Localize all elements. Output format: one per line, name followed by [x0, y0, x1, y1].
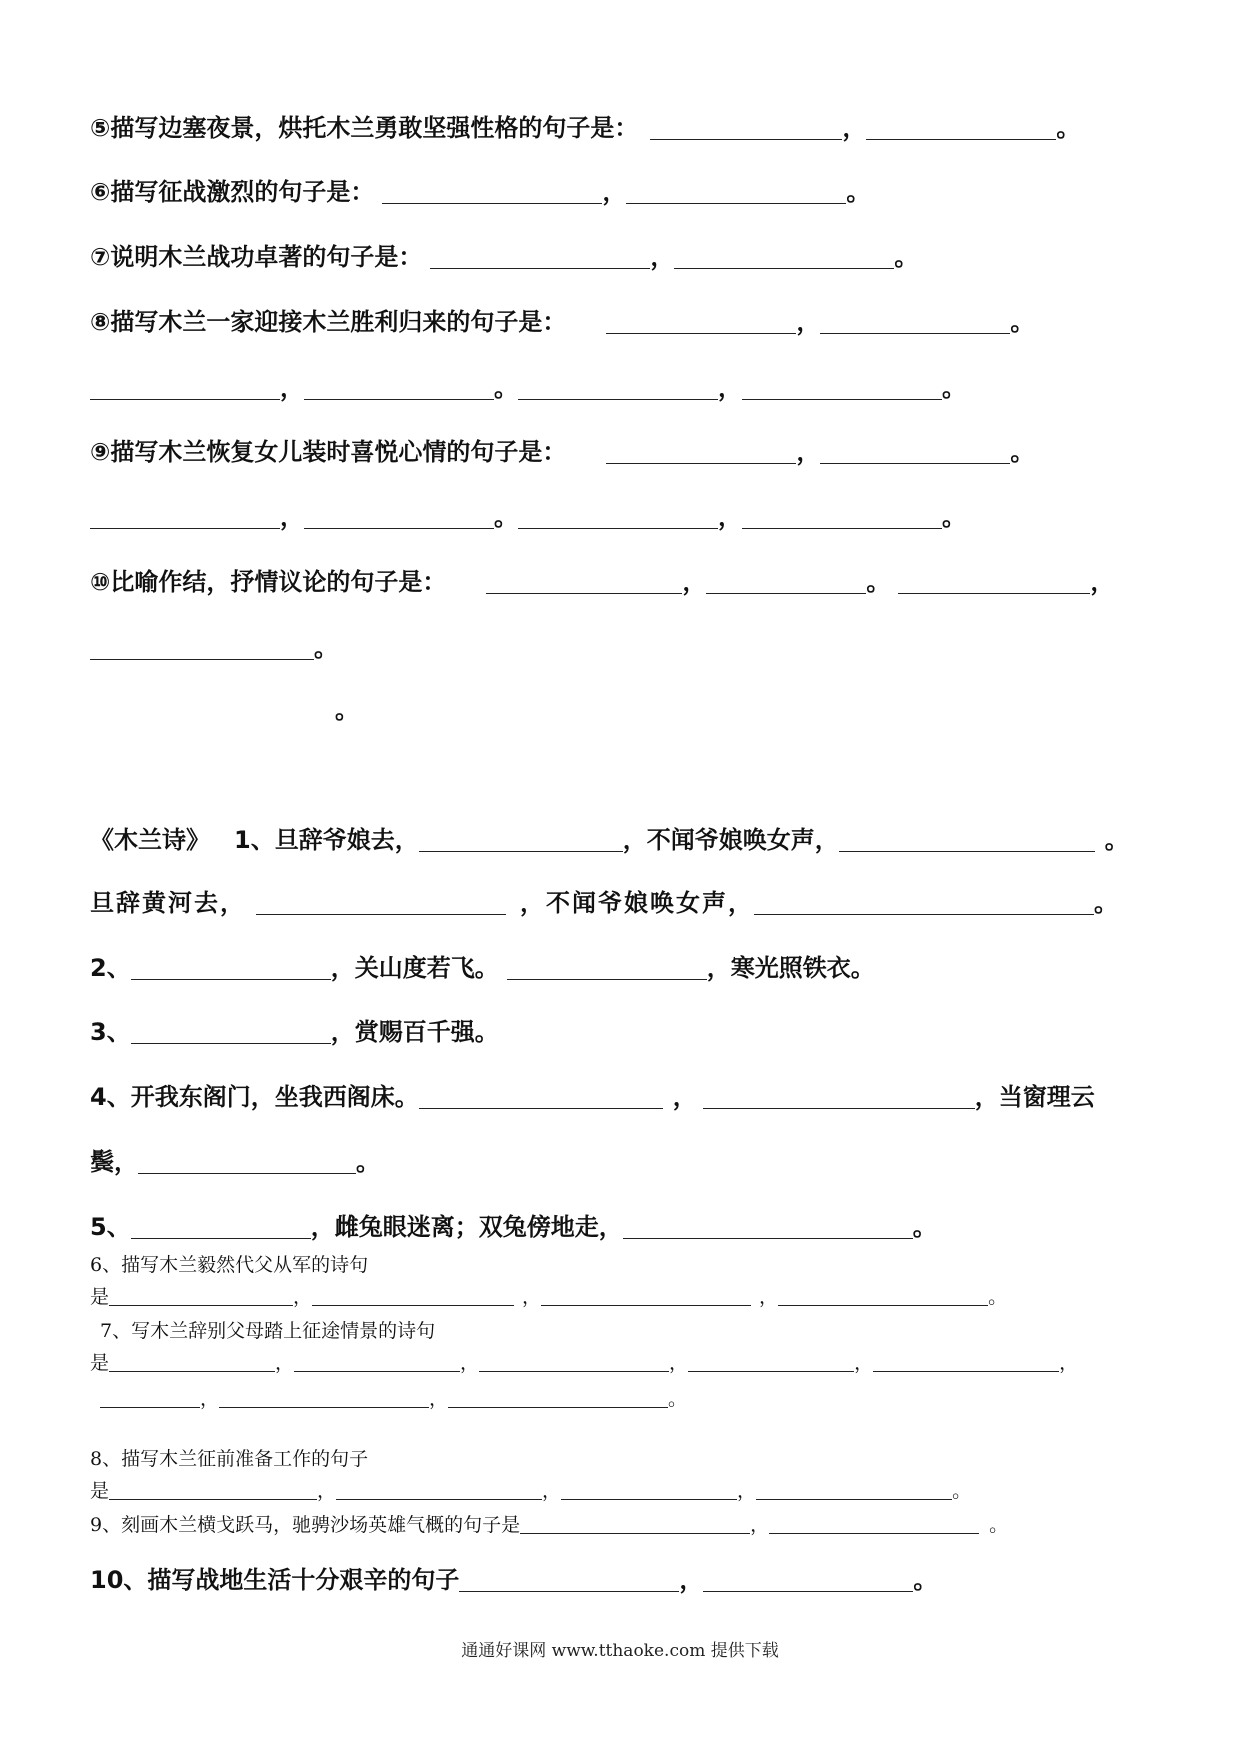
blank[interactable] — [703, 1590, 913, 1592]
p2-q8-label: 8、描写木兰征前准备工作的句子 — [90, 1448, 369, 1470]
q9-line-2 — [90, 497, 966, 532]
p2-line-3: 2、 ，关山度若飞。 ，寒光照铁衣。 — [90, 954, 875, 982]
blank[interactable] — [703, 1107, 975, 1109]
blank[interactable] — [898, 592, 1090, 594]
blank[interactable] — [606, 462, 796, 464]
comma: ， — [650, 243, 675, 271]
p2-q10-line: 10、描写战地生活十分艰辛的句子 ， 。 — [90, 1566, 938, 1594]
q9-text: ⑨描写木兰恢复女儿装时喜悦心情的句子是： — [90, 438, 567, 466]
blank[interactable] — [131, 1237, 311, 1239]
blank[interactable] — [820, 332, 1010, 334]
blank[interactable] — [518, 398, 718, 400]
blank[interactable] — [742, 527, 942, 529]
blank[interactable] — [486, 592, 682, 594]
blank[interactable] — [448, 1406, 668, 1408]
comma: ， — [682, 568, 707, 596]
blank[interactable] — [90, 398, 280, 400]
q10-line-2 — [90, 628, 338, 663]
blank[interactable] — [541, 1304, 751, 1306]
q9-line — [90, 432, 1034, 467]
blank[interactable] — [256, 913, 506, 915]
blank[interactable] — [109, 1498, 317, 1500]
blank[interactable] — [754, 913, 1094, 915]
blank[interactable] — [742, 398, 942, 400]
blank[interactable] — [606, 332, 796, 334]
blank[interactable] — [706, 592, 866, 594]
lone-period: 。 — [335, 696, 359, 724]
blank[interactable] — [100, 1406, 200, 1408]
p2-q8-line: 是 ， ， ， 。 — [90, 1480, 972, 1502]
blank[interactable] — [839, 850, 1095, 852]
blank[interactable] — [219, 1406, 429, 1408]
p2-line-7: 5、 ，雌兔眼迷离；双兔傍地走， 。 — [90, 1213, 937, 1241]
period: 。 — [494, 503, 518, 531]
p2-line-5: 4、开我东阁门，坐我西阁床。 ， ，当窗理云 — [90, 1083, 1095, 1111]
blank[interactable] — [459, 1590, 679, 1592]
blank[interactable] — [419, 1107, 663, 1109]
comma: ， — [1090, 568, 1115, 596]
p2-q6-label: 6、描写木兰毅然代父从军的诗句 — [90, 1254, 369, 1276]
blank[interactable] — [304, 398, 494, 400]
blank[interactable] — [769, 1532, 979, 1534]
q10-line — [90, 562, 1114, 597]
period: 。 — [942, 503, 966, 531]
blank[interactable] — [90, 658, 314, 660]
p2-line-2: 旦辞黄河去， ，不闻爷娘唤女声， 。 — [90, 889, 1118, 917]
blank[interactable] — [623, 1237, 913, 1239]
comma: ， — [796, 308, 821, 336]
blank[interactable] — [820, 462, 1010, 464]
blank[interactable] — [778, 1304, 988, 1306]
comma: ， — [718, 374, 742, 402]
blank[interactable] — [382, 202, 602, 204]
period: 。 — [894, 243, 919, 271]
period: 。 — [1010, 308, 1035, 336]
blank[interactable] — [520, 1532, 750, 1534]
comma: ， — [842, 114, 867, 142]
blank[interactable] — [674, 267, 894, 269]
comma: ， — [796, 438, 821, 466]
period: 。 — [1056, 114, 1081, 142]
blank[interactable] — [131, 978, 331, 980]
q6-text: ⑥描写征战激烈的句子是： — [90, 178, 375, 206]
blank[interactable] — [518, 527, 718, 529]
q10-text: ⑩比喻作结，抒情议论的句子是： — [90, 568, 447, 596]
blank[interactable] — [873, 1370, 1059, 1372]
q7-line — [90, 237, 918, 272]
p2-q7-label: 7、写木兰辞别父母踏上征途情景的诗句 — [100, 1320, 436, 1342]
blank[interactable] — [419, 850, 623, 852]
q8-line-2 — [90, 368, 966, 403]
blank[interactable] — [430, 267, 650, 269]
blank[interactable] — [312, 1304, 514, 1306]
q6-line — [90, 172, 870, 207]
p2-q6-line: 是 ， ， ， 。 — [90, 1286, 1008, 1308]
q8-line — [90, 302, 1034, 337]
comma: ， — [280, 374, 304, 402]
blank[interactable] — [131, 1042, 331, 1044]
blank[interactable] — [650, 138, 842, 140]
p2-line-1: 《木兰诗》 1、旦辞爷娘去， ，不闻爷娘唤女声， 。 — [90, 820, 1129, 855]
q7-text: ⑦说明木兰战功卓著的句子是： — [90, 243, 423, 271]
blank[interactable] — [688, 1370, 854, 1372]
q5-text: ⑤描写边塞夜景，烘托木兰勇敢坚强性格的句子是： — [90, 114, 639, 142]
period: 。 — [1010, 438, 1035, 466]
blank[interactable] — [866, 138, 1056, 140]
period: 。 — [494, 374, 518, 402]
poem-title: 《木兰诗》 — [90, 826, 210, 854]
comma: ， — [280, 503, 304, 531]
p2-q7-line: 是 ， ， ， ， ， — [90, 1352, 1079, 1374]
q5-line — [90, 108, 1080, 143]
period: 。 — [846, 178, 871, 206]
period: 。 — [942, 374, 966, 402]
blank[interactable] — [336, 1498, 542, 1500]
comma: ， — [602, 178, 627, 206]
blank[interactable] — [109, 1304, 293, 1306]
blank[interactable] — [109, 1370, 275, 1372]
blank[interactable] — [138, 1172, 356, 1174]
blank[interactable] — [304, 527, 494, 529]
footer-credit: 通通好课网 www.tthaoke.com 提供下载 — [461, 1641, 779, 1661]
period: 。 — [866, 568, 891, 596]
p2-line-4: 3、 ，赏赐百千强。 — [90, 1018, 499, 1046]
q8-text: ⑧描写木兰一家迎接木兰胜利归来的句子是： — [90, 308, 567, 336]
p2-q7-line-2: ， ， 。 — [100, 1384, 687, 1411]
blank[interactable] — [626, 202, 846, 204]
blank[interactable] — [479, 1370, 669, 1372]
blank[interactable] — [507, 978, 707, 980]
period: 。 — [314, 634, 338, 662]
blank[interactable] — [756, 1498, 952, 1500]
comma: ， — [718, 503, 742, 531]
p2-q9-line: 9、刻画木兰横戈跃马，驰骋沙场英雄气概的句子是 ， 。 — [90, 1514, 1009, 1536]
p2-line-6: 鬓， 。 — [90, 1148, 380, 1176]
blank[interactable] — [561, 1498, 737, 1500]
blank[interactable] — [294, 1370, 460, 1372]
blank[interactable] — [90, 527, 280, 529]
